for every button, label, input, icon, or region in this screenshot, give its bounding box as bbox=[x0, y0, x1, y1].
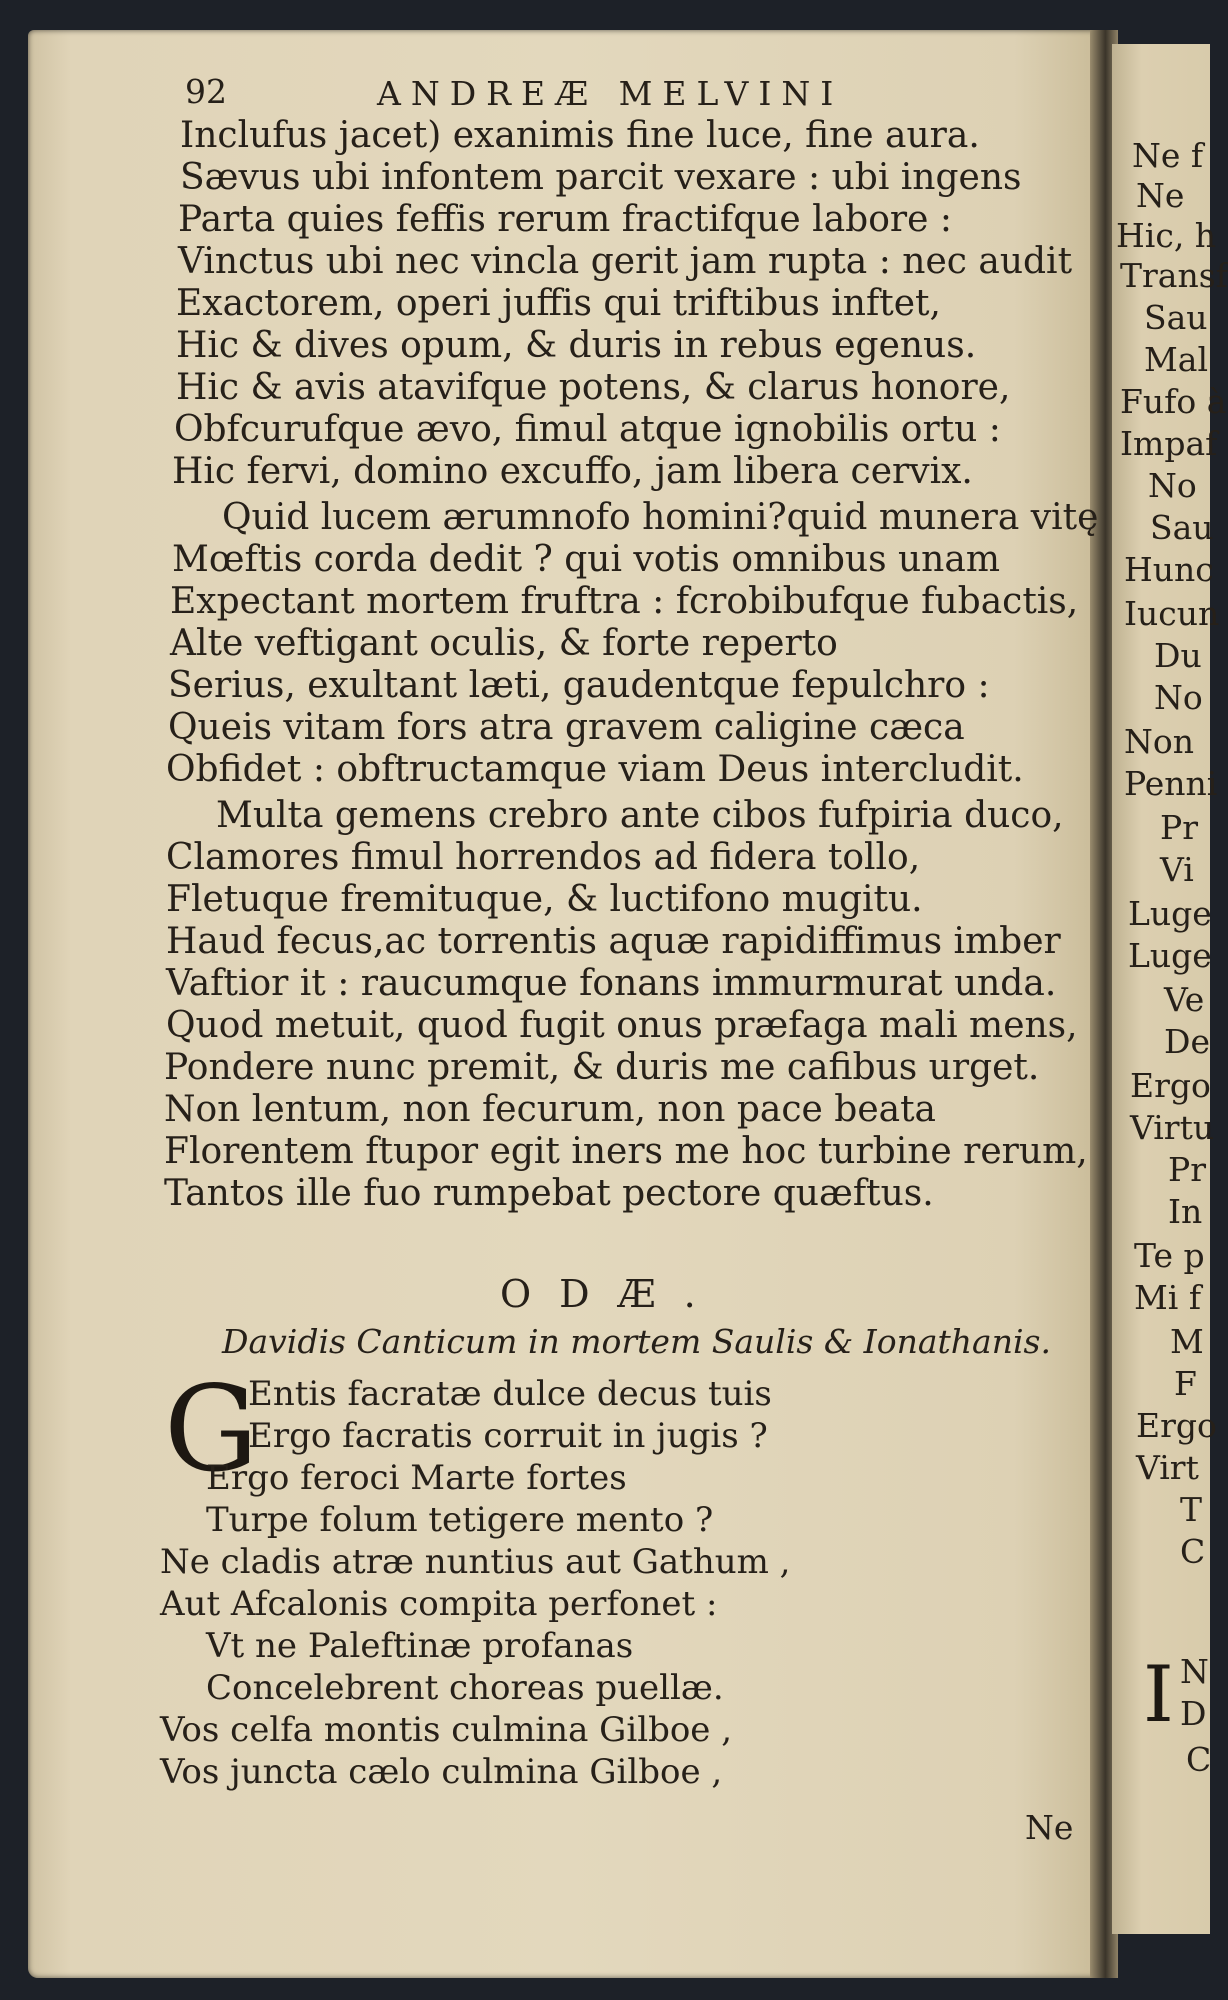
running-title: ANDREÆ MELVINI bbox=[377, 74, 844, 113]
facing-fragment: Mi f bbox=[1134, 1278, 1202, 1317]
catchword: Ne bbox=[1025, 1808, 1074, 1847]
verse-line: Vaftior it : raucumque fonans immurmurat unda. bbox=[166, 963, 1057, 1004]
ode-line: Aut Afcalonis compita perfonet : bbox=[160, 1584, 718, 1624]
facing-fragment: M bbox=[1170, 1322, 1204, 1361]
verse-line: Exactorem, operi juffis qui triftibus inftet, bbox=[176, 283, 941, 324]
verse-line: Hic & dives opum, & duris in rebus egenus. bbox=[176, 325, 977, 366]
facing-fragment: Ve bbox=[1164, 980, 1205, 1019]
ode-line: Concelebrent choreas puellæ. bbox=[206, 1668, 724, 1708]
verse-line: Hic & avis atavifque potens, & clarus honore, bbox=[176, 367, 1011, 408]
facing-fragment: F bbox=[1174, 1364, 1197, 1403]
verse-line: Parta quies feffis rerum fractifque labore : bbox=[178, 199, 952, 240]
facing-fragment: Impaf bbox=[1120, 424, 1218, 463]
ode-subtitle: Davidis Canticum in mortem Saulis & Ionathanis. bbox=[222, 1322, 1051, 1361]
facing-fragment: N bbox=[1180, 1652, 1209, 1691]
verse-line: Quid lucem ærumnofo homini?quid munera vitę bbox=[222, 497, 1099, 538]
facing-fragment: Sau bbox=[1144, 298, 1208, 337]
ode-line: Vt ne Paleftinæ profanas bbox=[206, 1626, 634, 1666]
verse-line: Tantos ille fuo rumpebat pectore quæftus. bbox=[164, 1173, 934, 1214]
verse-line: Alte veftigant oculis, & forte reperto bbox=[170, 623, 838, 664]
verse-line: Clamores fimul horrendos ad fidera tollo, bbox=[166, 837, 921, 878]
facing-fragment: Virtu bbox=[1130, 1108, 1215, 1147]
ode-line: Vos juncta cælo culmina Gilboe , bbox=[160, 1752, 723, 1792]
facing-fragment: Sau bbox=[1150, 508, 1214, 547]
verse-line: Multa gemens crebro ante cibos fufpiria duco, bbox=[216, 795, 1064, 836]
verse-line: Obfcurufque ævo, fimul atque ignobilis ortu : bbox=[174, 409, 1001, 450]
facing-fragment: D bbox=[1180, 1694, 1207, 1733]
verse-line: Inclufus jacet) exanimis fine luce, fine aura. bbox=[180, 115, 980, 156]
facing-fragment: Du bbox=[1154, 636, 1202, 675]
facing-fragment: Mal bbox=[1144, 340, 1209, 379]
verse-line: Queis vitam fors atra gravem caligine cæca bbox=[168, 707, 965, 748]
ode-line: Turpe folum tetigere mento ? bbox=[206, 1500, 714, 1540]
facing-fragment: Hunc bbox=[1124, 550, 1214, 589]
facing-fragment: C bbox=[1180, 1532, 1206, 1571]
facing-fragment: No bbox=[1154, 678, 1203, 717]
facing-fragment: Virt bbox=[1136, 1448, 1199, 1487]
verse-line: Fletuque fremituque, & luctifono mugitu. bbox=[166, 879, 923, 920]
verse-line: Sævus ubi infontem parcit vexare : ubi ingens bbox=[180, 157, 1022, 198]
facing-fragment: T bbox=[1180, 1490, 1203, 1529]
verse-line: Haud fecus,ac torrentis aquæ rapidiffimus imber bbox=[166, 921, 1061, 962]
facing-fragment: Fufo à bbox=[1120, 382, 1227, 421]
ode-line: Ergo facratis corruit in jugis ? bbox=[248, 1416, 768, 1456]
facing-fragment: Non bbox=[1124, 722, 1194, 761]
verse-line: Vinctus ubi nec vincla gerit jam rupta : nec audit bbox=[178, 241, 1073, 282]
ode-line: Vos celfa montis culmina Gilboe , bbox=[160, 1710, 733, 1750]
verse-line: Non lentum, non fecurum, non pace beata bbox=[164, 1089, 937, 1130]
verse-line: Expectant mortem fruftra : fcrobibufque fubactis, bbox=[170, 581, 1079, 622]
ode-line: Entis facratæ dulce decus tuis bbox=[248, 1374, 772, 1414]
verse-line: Pondere nunc premit, & duris me cafibus urget. bbox=[164, 1047, 1040, 1088]
verse-line: Serius, exultant læti, gaudentque fepulchro : bbox=[168, 665, 990, 706]
facing-drop-capital: I bbox=[1143, 1650, 1174, 1740]
facing-fragment: Pr bbox=[1168, 1150, 1206, 1189]
verse-line: Mœftis corda dedit ? qui votis omnibus unam bbox=[172, 539, 1000, 580]
facing-fragment: In bbox=[1168, 1192, 1203, 1231]
verse-line: Obfidet : obftructamque viam Deus intercludit. bbox=[166, 749, 1024, 790]
facing-fragment: C bbox=[1186, 1740, 1212, 1779]
facing-fragment: Pr bbox=[1160, 808, 1198, 847]
facing-fragment: De bbox=[1164, 1022, 1210, 1061]
facing-fragment: Luge bbox=[1128, 936, 1212, 975]
ode-line: Ergo feroci Marte fortes bbox=[206, 1458, 627, 1498]
ode-line: Ne cladis atræ nuntius aut Gathum , bbox=[160, 1542, 791, 1582]
facing-fragment: Ergo bbox=[1130, 1066, 1211, 1105]
facing-fragment: Transf bbox=[1120, 256, 1228, 295]
facing-fragment: Hic, h bbox=[1116, 216, 1217, 255]
facing-fragment: Ne f bbox=[1132, 136, 1204, 175]
page-number: 92 bbox=[185, 72, 227, 111]
verse-line: Hic fervi, domino excuffo, jam libera cervix. bbox=[172, 451, 973, 492]
drop-capital: G bbox=[164, 1360, 259, 1498]
facing-fragment: Luge bbox=[1128, 894, 1212, 933]
facing-fragment: Penni bbox=[1124, 764, 1218, 803]
ode-heading: ODÆ. bbox=[500, 1272, 724, 1316]
facing-fragment: Iucun bbox=[1124, 594, 1220, 633]
running-header bbox=[185, 72, 905, 116]
facing-fragment: Vi bbox=[1160, 850, 1194, 889]
facing-fragment: Ne bbox=[1136, 176, 1185, 215]
facing-fragment: Te p bbox=[1134, 1236, 1205, 1275]
verse-line: Quod metuit, quod fugit onus præfaga mali mens, bbox=[166, 1005, 1078, 1046]
facing-fragment: Ergo bbox=[1136, 1406, 1217, 1445]
verse-line: Florentem ftupor egit iners me hoc turbine rerum, bbox=[164, 1131, 1088, 1172]
facing-fragment: No bbox=[1148, 466, 1197, 505]
